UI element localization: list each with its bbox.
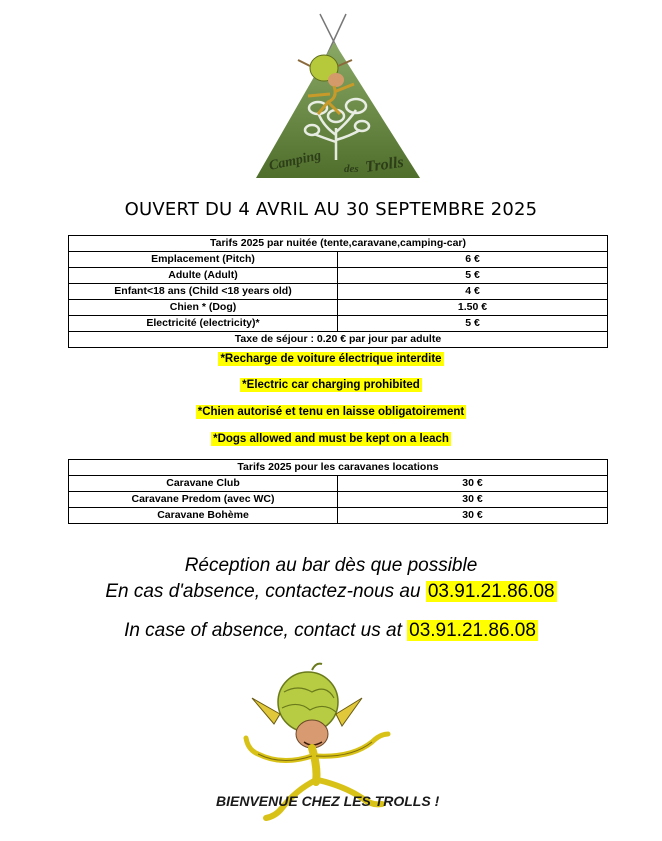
rate-label: Adulte (Adult) [69,268,338,284]
welcome-banner: BIENVENUE CHEZ LES TROLLS ! [216,793,440,809]
note-text: *Dogs allowed and must be kept on a leach [213,433,449,445]
rate-price: 6 € [338,252,608,268]
table-row [69,252,608,268]
table-row [69,284,608,300]
tourist-tax-footer: Taxe de séjour : 0.20 € par jour par adulte [69,332,608,348]
rate-price: 4 € [338,284,608,300]
phone-number: 03.91.21.86.08 [427,581,555,602]
absence-contact-fr [0,581,662,603]
note-ev-charging-fr [0,353,662,365]
phone-number: 03.91.21.86.08 [409,620,536,641]
opening-dates-heading: OUVERT DU 4 AVRIL AU 30 SEPTEMBRE 2025 [124,199,538,220]
camping-des-trolls-logo [248,10,428,185]
table-row [69,300,608,316]
absence-contact-en [0,620,662,642]
caravan-label: Caravane Bohème [69,508,338,524]
rate-price: 1.50 € [338,300,608,316]
caravan-price: 30 € [338,476,608,492]
table-row [69,508,608,524]
table-row [69,316,608,332]
logo-word-trolls: Trolls [364,153,405,176]
caravan-label: Caravane Club [69,476,338,492]
nightly-rates-header: Tarifs 2025 par nuitée (tente,caravane,camping-car) [69,236,608,252]
table-row [69,268,608,284]
caravan-price: 30 € [338,508,608,524]
rate-label: Enfant<18 ans (Child <18 years old) [69,284,338,300]
note-dogs-en [0,433,662,445]
rate-price: 5 € [338,268,608,284]
rate-price: 5 € [338,316,608,332]
absence-text-fr: En cas d'absence, contactez-nous au [105,581,421,602]
note-dogs-fr [0,406,662,418]
reception-info: Réception au bar dès que possible [184,555,478,576]
table-row [69,476,608,492]
rate-label: Emplacement (Pitch) [69,252,338,268]
caravan-label: Caravane Predom (avec WC) [69,492,338,508]
logo-word-des: des [344,163,359,175]
rate-label: Electricité (electricity)* [69,316,338,332]
note-ev-charging-en [0,379,662,391]
absence-text-en: In case of absence, contact us at [124,620,402,641]
nightly-rates-table [68,235,608,348]
table-row [69,492,608,508]
note-text: *Recharge de voiture électrique interdite [220,353,442,365]
note-text: *Electric car charging prohibited [242,379,420,391]
note-text: *Chien autorisé et tenu en laisse obligatoirement [197,406,465,418]
logo-word-camping: Camping [267,148,323,174]
caravan-price: 30 € [338,492,608,508]
caravan-rental-table [68,459,608,524]
rate-label: Chien * (Dog) [69,300,338,316]
caravan-rental-header: Tarifs 2025 pour les caravanes locations [69,460,608,476]
